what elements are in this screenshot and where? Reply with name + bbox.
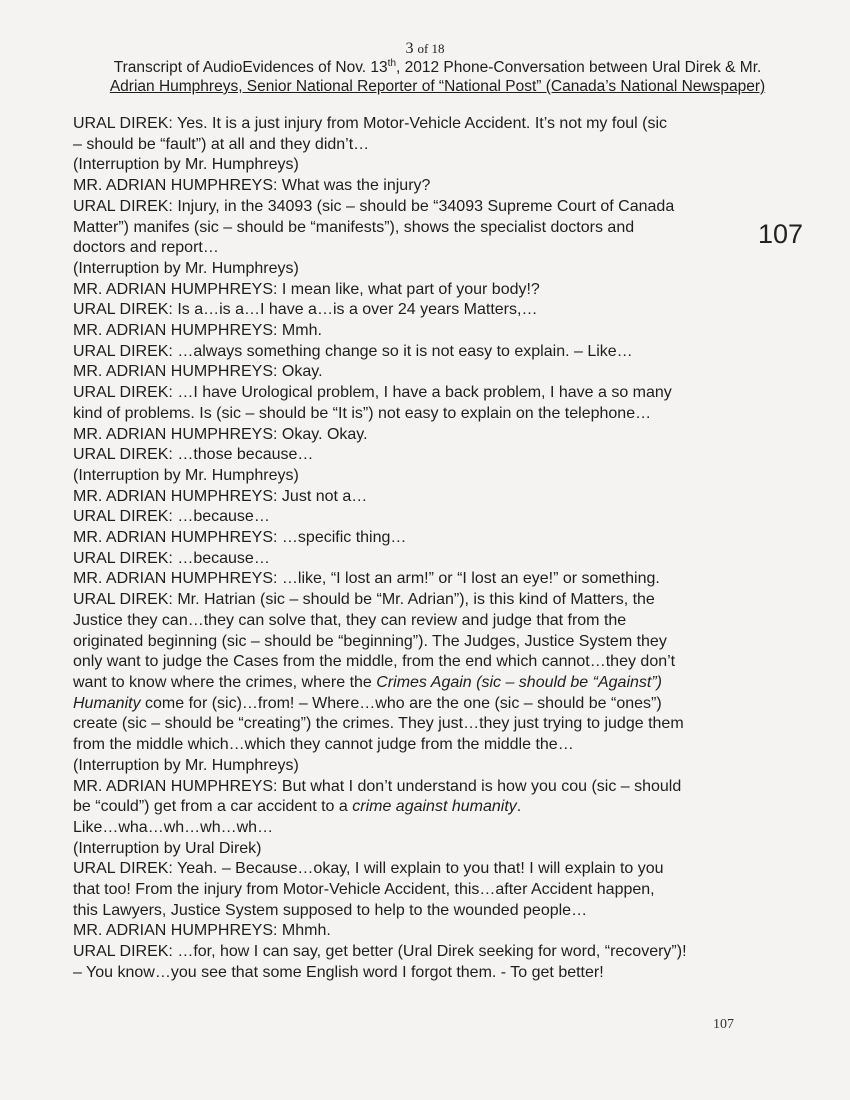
line-segment-italic: crime against humanity <box>352 798 517 816</box>
transcript-line: MR. ADRIAN HUMPHREYS: Mmh. <box>73 322 322 340</box>
transcript-line: MR. ADRIAN HUMPHREYS: Okay. <box>73 363 323 381</box>
line-segment: want to know where the crimes, where the <box>73 673 377 691</box>
transcript-line: URAL DIREK: Mr. Hatrian (sic – should be “Mr. Adrian”), is this kind of Matters, the <box>73 591 655 609</box>
transcript-line: create (sic – should be “creating”) the crimes. They just…they just trying to judge them <box>73 715 684 733</box>
transcript-line: – You know…you see that some English word I forgot them. - To get better! <box>73 963 604 981</box>
transcript-title-line-2 <box>25 77 850 96</box>
transcript-line: MR. ADRIAN HUMPHREYS: Just not a… <box>73 487 368 505</box>
transcript-line: URAL DIREK: …I have Urological problem, I have a back problem, I have a so many <box>73 384 672 402</box>
transcript-line: Justice they can…they can solve that, they can review and judge that from the <box>73 611 627 629</box>
title-line-1-sup: th <box>387 57 397 69</box>
transcript-line: (Interruption by Mr. Humphreys) <box>73 756 299 774</box>
transcript-line: MR. ADRIAN HUMPHREYS: …like, “I lost an arm!” or “I lost an eye!” or something. <box>73 570 660 588</box>
transcript-line: MR. ADRIAN HUMPHREYS: …specific thing… <box>73 529 407 547</box>
transcript-line: MR. ADRIAN HUMPHREYS: Okay. Okay. <box>73 425 368 443</box>
line-segment: . <box>516 798 522 816</box>
page-counter-current: 3 <box>405 40 414 57</box>
transcript-line: URAL DIREK: …always something change so it is not easy to explain. – Like… <box>73 342 633 360</box>
footer-page-number: 107 <box>713 1017 734 1032</box>
transcript-line <box>73 673 773 694</box>
transcript-line: URAL DIREK: Is a…is a…I have a…is a over 24 years Matters,… <box>73 301 538 319</box>
page-header <box>0 40 850 96</box>
transcript-line: originated beginning (sic – should be “beginning”). The Judges, Justice System they <box>73 632 667 650</box>
transcript-line: from the middle which…which they cannot judge from the middle the… <box>73 736 574 754</box>
transcript-line: only want to judge the Cases from the middle, from the end which cannot…they don’t <box>73 653 676 671</box>
transcript-line: doctors and report… <box>73 239 219 257</box>
transcript-line: URAL DIREK: Yes. It is a just injury from Motor-Vehicle Accident. It’s not my foul (sic <box>73 115 667 132</box>
line-segment-italic: Humanity <box>73 694 141 712</box>
transcript-line: Like…wha…wh…wh…wh… <box>73 818 274 836</box>
transcript-line: URAL DIREK: …because… <box>73 549 270 567</box>
transcript-line: (Interruption by Mr. Humphreys) <box>73 466 299 484</box>
line-segment-italic: Crimes Again (sic – should be “Against”) <box>376 673 662 691</box>
title-line-1-b: , 2012 Phone-Conversation between Ural Direk & Mr. <box>396 59 762 76</box>
transcript-title-line-1 <box>25 58 850 77</box>
page-counter <box>0 40 850 58</box>
transcript-line: (Interruption by Ural Direk) <box>73 839 262 857</box>
transcript-line: URAL DIREK: Yeah. – Because…okay, I will explain to you that! I will explain to you <box>73 860 664 878</box>
transcript-line: (Interruption by Mr. Humphreys) <box>73 156 299 174</box>
transcript-line: URAL DIREK: …for, how I can say, get better (Ural Direk seeking for word, “recovery”)! <box>73 943 687 961</box>
transcript-line: URAL DIREK: …because… <box>73 508 270 526</box>
transcript-line: URAL DIREK: Injury, in the 34093 (sic – should be “34093 Supreme Court of Canada <box>73 197 675 215</box>
transcript-line: MR. ADRIAN HUMPHREYS: But what I don’t understand is how you cou (sic – should <box>73 777 682 795</box>
transcript-line <box>73 694 773 715</box>
transcript-line: MR. ADRIAN HUMPHREYS: I mean like, what part of your body!? <box>73 280 540 298</box>
transcript-line: that too! From the injury from Motor-Vehicle Accident, this…after Accident happen, <box>73 881 655 899</box>
transcript-line: kind of problems. Is (sic – should be “It is”) not easy to explain on the telephone… <box>73 404 652 422</box>
transcript-body <box>73 114 773 984</box>
transcript-line: Matter”) manifes (sic – should be “manifests”), shows the specialist doctors and <box>73 218 635 236</box>
transcript-line: MR. ADRIAN HUMPHREYS: Mhmh. <box>73 922 331 940</box>
handwritten-page-number: 107 <box>758 219 804 249</box>
line-segment: come for (sic)…from! – Where…who are the one (sic – should be “ones”) <box>140 694 662 712</box>
transcript-line: this Lawyers, Justice System supposed to help to the wounded people… <box>73 901 588 919</box>
page-counter-total: of 18 <box>417 41 445 56</box>
title-line-1-a: Transcript of AudioEvidences of Nov. 13 <box>113 59 388 76</box>
transcript-line: (Interruption by Mr. Humphreys) <box>73 259 299 277</box>
line-segment: be “could”) get from a car accident to a <box>73 798 353 816</box>
transcript-line: – should be “fault”) at all and they didn’t… <box>73 135 370 153</box>
transcript-line: URAL DIREK: …those because… <box>73 446 314 464</box>
transcript-line: MR. ADRIAN HUMPHREYS: What was the injury? <box>73 177 431 195</box>
transcript-line <box>73 797 773 818</box>
title-line-2-text: Adrian Humphreys, Senior National Reporter of “National Post” (Canada’s National Newspaper) <box>109 78 766 95</box>
